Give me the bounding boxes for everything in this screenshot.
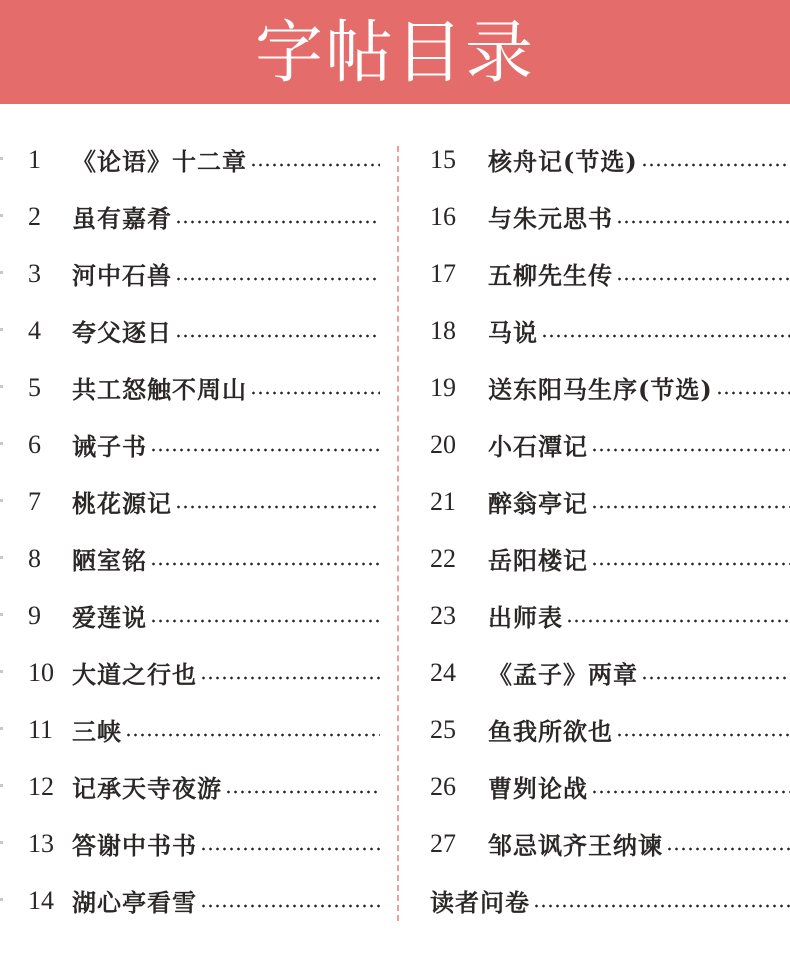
- toc-number: 4: [28, 315, 41, 345]
- toc-title: 夸父逐日: [72, 318, 172, 347]
- toc-entry-reader-survey[interactable]: [418, 872, 790, 929]
- toc-title: 鱼我所欲也: [488, 717, 613, 746]
- toc-entry[interactable]: [0, 245, 380, 302]
- dot-leader: [591, 790, 790, 794]
- toc-entry[interactable]: [418, 530, 790, 587]
- edge-dot: [0, 841, 3, 844]
- toc-right-column: [418, 131, 790, 929]
- toc-entry[interactable]: [418, 131, 790, 188]
- toc-number: 10: [28, 657, 54, 687]
- toc-number: 16: [430, 201, 456, 231]
- dot-leader: [150, 619, 380, 623]
- dot-leader: [200, 676, 380, 680]
- toc-title: 五柳先生传: [488, 261, 613, 290]
- page-title: 字帖目录: [254, 14, 535, 93]
- dot-leader: [175, 334, 380, 338]
- toc-entry[interactable]: [418, 587, 790, 644]
- toc-title: 诫子书: [72, 432, 147, 461]
- toc-title: 曹刿论战: [488, 774, 588, 803]
- toc-number: 6: [28, 429, 41, 459]
- toc-title: 核舟记(节选): [488, 147, 638, 176]
- toc-title: 湖心亭看雪: [72, 888, 197, 917]
- toc-entry[interactable]: [0, 473, 380, 530]
- toc-title: 虽有嘉肴: [72, 204, 172, 233]
- toc-entry[interactable]: [418, 416, 790, 473]
- toc-number: 12: [28, 771, 54, 801]
- edge-dot: [0, 214, 3, 217]
- dot-leader: [591, 562, 790, 566]
- toc-title: 邹忌讽齐王纳谏: [488, 831, 663, 860]
- dot-leader: [225, 790, 380, 794]
- edge-dot: [0, 670, 3, 673]
- edge-dot: [0, 898, 3, 901]
- toc-number: 21: [430, 486, 456, 516]
- toc-number: 27: [430, 828, 456, 858]
- dot-leader: [591, 505, 790, 509]
- toc-number: 18: [430, 315, 456, 345]
- toc-number: 14: [28, 885, 54, 915]
- edge-dot: [0, 328, 3, 331]
- toc-title: 出师表: [488, 603, 563, 632]
- toc-entry[interactable]: [0, 587, 380, 644]
- toc-entry[interactable]: [0, 872, 380, 929]
- toc-number: 26: [430, 771, 456, 801]
- toc-number: 13: [28, 828, 54, 858]
- dot-leader: [150, 448, 380, 452]
- toc-title: 陋室铭: [72, 546, 147, 575]
- toc-number: 24: [430, 657, 456, 687]
- toc-number: 2: [28, 201, 41, 231]
- toc-entry[interactable]: [418, 359, 790, 416]
- toc-number: 7: [28, 486, 41, 516]
- toc-title: 河中石兽: [72, 261, 172, 290]
- dot-leader: [533, 904, 790, 908]
- toc-title: 《孟子》两章: [488, 660, 638, 689]
- dot-leader: [616, 733, 790, 737]
- toc-entry[interactable]: [418, 302, 790, 359]
- toc-number: 8: [28, 543, 41, 573]
- toc-entry[interactable]: [0, 644, 380, 701]
- toc-title: 答谢中书书: [72, 831, 197, 860]
- toc-title: 《论语》十二章: [72, 147, 247, 176]
- dot-leader: [175, 277, 380, 281]
- dot-leader: [150, 562, 380, 566]
- toc-number: 17: [430, 258, 456, 288]
- toc-entry[interactable]: [0, 302, 380, 359]
- edge-dot: [0, 385, 3, 388]
- toc-title: 送东阳马生序(节选): [488, 375, 713, 404]
- toc-number: 15: [430, 144, 456, 174]
- toc-number: 22: [430, 543, 456, 573]
- toc-number: 9: [28, 600, 41, 630]
- toc-entry[interactable]: [0, 416, 380, 473]
- edge-dot: [0, 271, 3, 274]
- toc-title: 马说: [488, 318, 538, 347]
- toc-number: 3: [28, 258, 41, 288]
- toc-title: 记承天寺夜游: [72, 774, 222, 803]
- dot-leader: [641, 676, 790, 680]
- toc-entry[interactable]: [0, 131, 380, 188]
- dot-leader: [250, 163, 380, 167]
- toc-title: 岳阳楼记: [488, 546, 588, 575]
- toc-number: 11: [28, 714, 54, 744]
- toc-title: 爱莲说: [72, 603, 147, 632]
- dot-leader: [200, 847, 380, 851]
- toc-entry[interactable]: [0, 188, 380, 245]
- edge-dot: [0, 784, 3, 787]
- dot-leader: [200, 904, 380, 908]
- toc-number: 25: [430, 714, 456, 744]
- dot-leader: [566, 619, 790, 623]
- toc-entry[interactable]: [0, 815, 380, 872]
- toc-title: 桃花源记: [72, 489, 172, 518]
- edge-dot: [0, 556, 3, 559]
- toc-entry[interactable]: [0, 758, 380, 815]
- toc-number: 23: [430, 600, 456, 630]
- header-banner: [0, 0, 790, 104]
- column-divider: [397, 146, 399, 921]
- toc-entry[interactable]: [418, 701, 790, 758]
- toc-number: 19: [430, 372, 456, 402]
- edge-dot: [0, 613, 3, 616]
- toc-title: 共工怒触不周山: [72, 375, 247, 404]
- toc-entry[interactable]: [0, 530, 380, 587]
- toc-entry[interactable]: [0, 359, 380, 416]
- dot-leader: [250, 391, 380, 395]
- toc-entry[interactable]: [418, 245, 790, 302]
- toc-title: 小石潭记: [488, 432, 588, 461]
- toc-entry[interactable]: [418, 815, 790, 872]
- dot-leader: [175, 220, 380, 224]
- toc-title: 读者问卷: [430, 888, 530, 917]
- dot-leader: [616, 277, 790, 281]
- toc-title: 与朱元思书: [488, 204, 613, 233]
- dot-leader: [541, 334, 790, 338]
- toc-title: 醉翁亭记: [488, 489, 588, 518]
- edge-dot: [0, 442, 3, 445]
- toc-number: 20: [430, 429, 456, 459]
- dot-leader: [641, 163, 790, 167]
- dot-leader: [175, 505, 380, 509]
- edge-dot: [0, 727, 3, 730]
- toc-left-column: [0, 131, 380, 929]
- dot-leader: [125, 733, 380, 737]
- toc-entry[interactable]: [418, 644, 790, 701]
- dot-leader: [716, 391, 790, 395]
- toc-entry[interactable]: [418, 758, 790, 815]
- edge-dot: [0, 499, 3, 502]
- toc-entry[interactable]: [418, 188, 790, 245]
- toc-entry[interactable]: [0, 701, 380, 758]
- dot-leader: [591, 448, 790, 452]
- toc-entry[interactable]: [418, 473, 790, 530]
- toc-number: 5: [28, 372, 41, 402]
- dot-leader: [666, 847, 790, 851]
- dot-leader: [616, 220, 790, 224]
- edge-dot: [0, 157, 3, 160]
- toc-title: 大道之行也: [72, 660, 197, 689]
- toc-title: 三峡: [72, 717, 122, 746]
- toc-number: 1: [28, 144, 41, 174]
